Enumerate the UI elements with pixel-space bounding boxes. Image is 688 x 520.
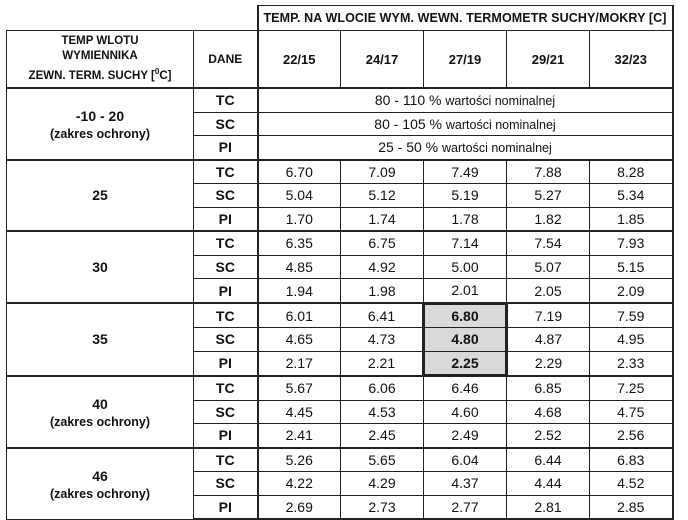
value-cell: 4.65 (258, 328, 341, 352)
value-cell: 6.06 (341, 376, 424, 401)
param-label: TC (194, 88, 258, 112)
nominal-range-cell (258, 136, 673, 160)
column-header: 32/23 (590, 31, 673, 89)
value-cell: 5.67 (258, 376, 341, 401)
outdoor-temp-cell (7, 376, 194, 448)
value-cell: 5.04 (258, 184, 341, 208)
param-label: SC (194, 184, 258, 208)
value-cell: 6.35 (258, 231, 341, 255)
value-cell: 5.27 (507, 184, 590, 208)
column-header: 24/17 (341, 31, 424, 89)
value-cell: 4.37 (424, 472, 507, 496)
highlighted-value-cell: 2.25 (424, 351, 507, 376)
param-label: PI (194, 136, 258, 160)
outdoor-temp-label: -10 - 20 (75, 107, 125, 124)
outdoor-temp-cell (7, 88, 194, 160)
outdoor-temp-header-unit: [$^0$C] (151, 67, 172, 82)
param-label: TC (194, 231, 258, 255)
header-corner (7, 6, 258, 31)
value-cell: 6.83 (590, 448, 673, 472)
value-cell: 2.17 (258, 351, 341, 376)
outdoor-temp-header-line1: TEMP WLOTU (61, 35, 139, 48)
value-cell: 2.85 (590, 495, 673, 519)
param-label: PI (194, 207, 258, 231)
nominal-range-word: wartości nominalnej (445, 94, 556, 109)
param-label: TC (194, 376, 258, 401)
nominal-range-cell (258, 112, 673, 136)
value-cell: 2.33 (590, 351, 673, 376)
nominal-range-word: wartości nominalnej (445, 117, 556, 132)
value-cell: 2.77 (424, 495, 507, 519)
outdoor-temp-cell (7, 303, 194, 376)
value-cell: 7.14 (424, 231, 507, 255)
column-header: 22/15 (258, 31, 341, 89)
param-label: TC (194, 448, 258, 472)
value-cell: 2.69 (258, 495, 341, 519)
value-cell: 6.41 (341, 303, 424, 328)
value-cell: 7.49 (424, 160, 507, 184)
value-cell: 2.41 (258, 424, 341, 448)
value-cell: 7.25 (590, 376, 673, 401)
param-label: TC (194, 160, 258, 184)
value-cell: 2.73 (341, 495, 424, 519)
performance-table (6, 5, 674, 520)
value-cell: 4.44 (507, 472, 590, 496)
value-cell: 1.70 (258, 207, 341, 231)
value-cell: 4.22 (258, 472, 341, 496)
value-cell: 7.19 (507, 303, 590, 328)
nominal-range-value: 80 - 110 % (374, 92, 442, 109)
outdoor-temp-cell (7, 160, 194, 232)
value-cell: 4.45 (258, 400, 341, 424)
value-cell: 5.00 (424, 255, 507, 279)
value-cell: 6.70 (258, 160, 341, 184)
value-cell: 5.19 (424, 184, 507, 208)
outdoor-temp-note: (zakres ochrony) (49, 414, 151, 429)
value-cell: 8.28 (590, 160, 673, 184)
outdoor-temp-label: 30 (92, 259, 108, 275)
value-cell: 1.82 (507, 207, 590, 231)
outdoor-temp-cell (7, 448, 194, 520)
table-row (7, 231, 673, 255)
value-cell: 2.05 (507, 279, 590, 304)
value-cell: 2.21 (341, 351, 424, 376)
table-row (7, 448, 673, 472)
value-cell: 2.01 (424, 279, 507, 304)
value-cell: 7.54 (507, 231, 590, 255)
column-header: 27/19 (424, 31, 507, 89)
value-cell: 7.93 (590, 231, 673, 255)
outdoor-temp-header-line2: WYMIENNIKA (62, 50, 138, 63)
param-label: TC (194, 303, 258, 328)
table-row (7, 303, 673, 328)
outdoor-temp-label: 35 (92, 331, 108, 348)
value-cell: 2.09 (590, 279, 673, 304)
value-cell: 4.73 (341, 328, 424, 352)
outdoor-temp-header-line3: ZEWN. TERM. SUCHY (28, 69, 148, 82)
value-cell: 4.52 (590, 472, 673, 496)
value-cell: 5.15 (590, 255, 673, 279)
outdoor-temp-label: 40 (92, 395, 108, 412)
value-cell: 1.78 (424, 207, 507, 231)
value-cell: 5.34 (590, 184, 673, 208)
value-cell: 2.45 (341, 424, 424, 448)
value-cell: 7.59 (590, 303, 673, 328)
indoor-temp-header: TEMP. NA WLOCIE WYM. WEWN. TERMOMETR SUCHY/MOKRY [C] (258, 6, 673, 31)
value-cell: 1.85 (590, 207, 673, 231)
value-cell: 5.65 (341, 448, 424, 472)
value-cell: 6.75 (341, 231, 424, 255)
param-label: PI (194, 279, 258, 304)
param-label: PI (194, 495, 258, 519)
value-cell: 4.29 (341, 472, 424, 496)
value-cell: 2.29 (507, 351, 590, 376)
value-cell: 5.07 (507, 255, 590, 279)
value-cell: 6.85 (507, 376, 590, 401)
value-cell: 5.26 (258, 448, 341, 472)
outdoor-temp-note: (zakres ochrony) (49, 126, 151, 141)
param-label: PI (194, 351, 258, 376)
value-cell: 4.95 (590, 328, 673, 352)
value-cell: 6.01 (258, 303, 341, 328)
value-cell: 7.09 (341, 160, 424, 184)
value-cell: 1.94 (258, 279, 341, 304)
outdoor-temp-header (7, 31, 194, 89)
param-label: SC (194, 328, 258, 352)
nominal-range-value: 25 - 50 % (378, 139, 439, 156)
value-cell: 4.87 (507, 328, 590, 352)
outdoor-temp-cell (7, 231, 194, 303)
value-cell: 2.49 (424, 424, 507, 448)
value-cell: 6.04 (424, 448, 507, 472)
table-body (7, 88, 673, 519)
value-cell: 4.60 (424, 400, 507, 424)
outdoor-temp-note: (zakres ochrony) (49, 486, 151, 501)
value-cell: 2.56 (590, 424, 673, 448)
param-label: SC (194, 112, 258, 136)
value-cell: 1.98 (341, 279, 424, 304)
value-cell: 4.68 (507, 400, 590, 424)
nominal-range-word: wartości nominalnej (442, 141, 552, 156)
param-label: SC (194, 255, 258, 279)
value-cell: 2.81 (507, 495, 590, 519)
column-header: 29/21 (507, 31, 590, 89)
value-cell: 7.88 (507, 160, 590, 184)
value-cell: 4.75 (590, 400, 673, 424)
table-row (7, 160, 673, 184)
highlighted-value-cell: 4.80 (424, 328, 507, 352)
value-cell: 4.85 (258, 255, 341, 279)
table-wrapper (6, 5, 674, 520)
table-row (7, 88, 673, 112)
table-row (7, 376, 673, 401)
highlighted-value-cell: 6.80 (424, 303, 507, 328)
value-cell: 5.12 (341, 184, 424, 208)
param-label: PI (194, 424, 258, 448)
param-label: SC (194, 400, 258, 424)
value-cell: 6.46 (424, 376, 507, 401)
data-column-header: DANE (194, 31, 258, 89)
outdoor-temp-label: 25 (92, 187, 108, 204)
param-label: SC (194, 472, 258, 496)
value-cell: 1.74 (341, 207, 424, 231)
value-cell: 4.92 (341, 255, 424, 279)
value-cell: 4.53 (341, 400, 424, 424)
outdoor-temp-label: 46 (92, 467, 108, 484)
value-cell: 2.52 (507, 424, 590, 448)
value-cell: 6.44 (507, 448, 590, 472)
nominal-range-value: 80 - 105 % (374, 115, 443, 132)
nominal-range-cell (258, 88, 673, 112)
